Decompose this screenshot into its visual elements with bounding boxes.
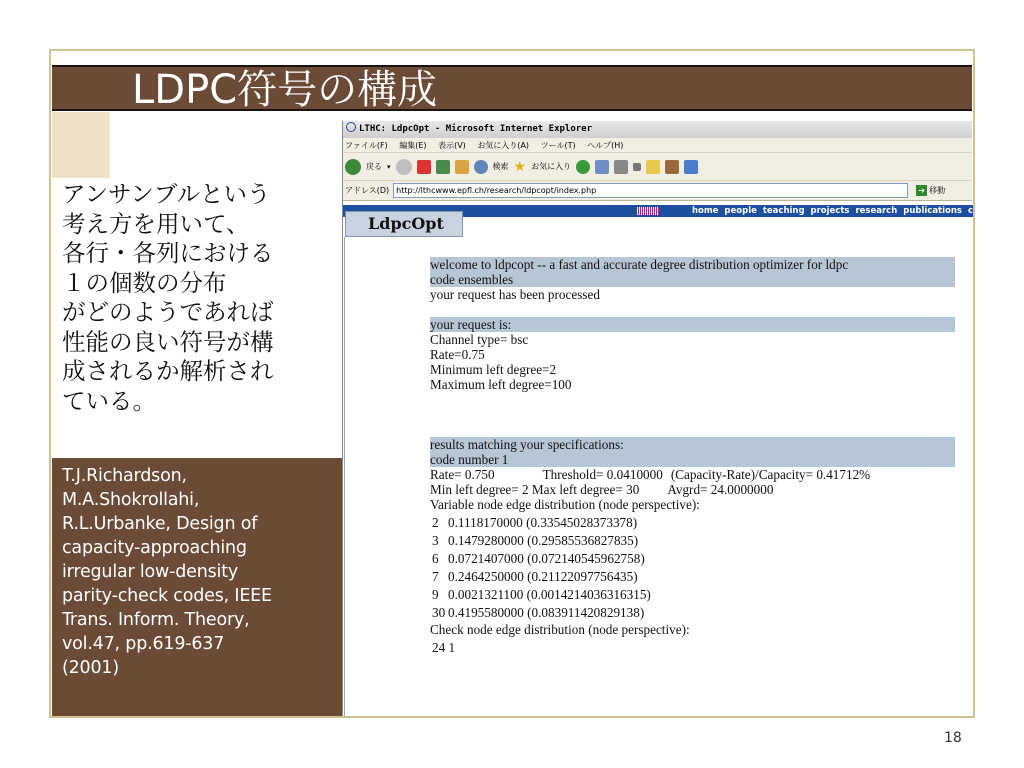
results-page bbox=[430, 257, 955, 655]
variable-dist-row bbox=[430, 587, 955, 602]
degree: 3 bbox=[432, 533, 439, 548]
degree: 30 bbox=[432, 605, 446, 620]
degree: 7 bbox=[432, 569, 439, 584]
search-button[interactable]: 検索 bbox=[492, 162, 509, 171]
variable-dist-row bbox=[430, 533, 955, 548]
page-number: 18 bbox=[944, 730, 962, 746]
nav-home[interactable]: home bbox=[691, 206, 719, 216]
distribution-value: 0.4195580000 (0.083911420829138) bbox=[448, 605, 645, 620]
variable-dist-row bbox=[430, 515, 955, 530]
refresh-icon[interactable] bbox=[436, 160, 450, 174]
menu-favorites[interactable]: お気に入り(A) bbox=[477, 141, 530, 150]
degree: 6 bbox=[432, 551, 439, 566]
menu-bar bbox=[343, 138, 972, 153]
rate-value: Rate= 0.750 bbox=[430, 467, 495, 482]
distribution-value: 0.0721407000 (0.072140545962758) bbox=[448, 551, 645, 566]
nav-projects[interactable]: projects bbox=[810, 206, 850, 216]
print-icon[interactable] bbox=[614, 160, 628, 174]
research-icon[interactable] bbox=[665, 160, 679, 174]
browser-window bbox=[342, 121, 972, 716]
menu-help[interactable]: ヘルプ(H) bbox=[587, 141, 624, 150]
favorites-button[interactable]: お気に入り bbox=[531, 162, 572, 171]
distribution-value: 0.1479280000 (0.29585536827835) bbox=[448, 533, 639, 548]
reference-line: (2001) bbox=[62, 658, 119, 678]
processed-text: your request has been processed bbox=[430, 287, 600, 302]
welcome-block bbox=[430, 257, 955, 287]
capacity-value: (Capacity-Rate)/Capacity= 0.41712% bbox=[670, 467, 871, 482]
ldpcopt-tab[interactable]: LdpcOpt bbox=[345, 211, 463, 237]
go-arrow-icon: ➔ bbox=[916, 185, 927, 196]
nav-research[interactable]: research bbox=[855, 206, 898, 216]
distribution-value: 0.0021321100 (0.0014214036316315) bbox=[448, 587, 651, 602]
nav-more[interactable]: c bbox=[967, 206, 973, 216]
menu-tools[interactable]: ツール(T) bbox=[540, 141, 576, 150]
address-input[interactable]: http://lthcwww.epfl.ch/research/ldpcopt/index.php bbox=[393, 183, 908, 198]
reference-line: M.A.Shokrollahi, bbox=[62, 490, 200, 510]
welcome-line: welcome to ldpcopt -- a fast and accurate degree distribution optimizer for ldpc bbox=[430, 257, 849, 272]
request-line: Maximum left degree=100 bbox=[430, 377, 572, 392]
request-line: Channel type= bsc bbox=[430, 332, 529, 347]
toolbar bbox=[343, 153, 972, 181]
distribution-value: 0.2464250000 (0.21122097756435) bbox=[448, 569, 638, 584]
menu-file[interactable]: ファイル(F) bbox=[345, 141, 388, 150]
avgrd-value: Avgrd= 24.0000000 bbox=[667, 482, 774, 497]
nav-teaching[interactable]: teaching bbox=[762, 206, 805, 216]
degree-line bbox=[430, 482, 955, 497]
reference-line: irregular low-density bbox=[62, 562, 239, 582]
mail-icon[interactable] bbox=[595, 160, 609, 174]
reference-line: vol.47, pp.619-637 bbox=[62, 634, 225, 654]
variable-header: Variable node edge distribution (node perspective): bbox=[430, 497, 700, 512]
body-line: 考え方を用いて、 bbox=[62, 209, 250, 238]
folder-icon[interactable] bbox=[646, 160, 660, 174]
threshold-value: Threshold= 0.0410000 bbox=[542, 467, 663, 482]
back-arrow-icon[interactable] bbox=[345, 159, 361, 175]
body-line: アンサンブルという bbox=[62, 180, 271, 208]
results-header: results matching your specifications: bbox=[430, 437, 955, 452]
menu-view[interactable]: 表示(V) bbox=[438, 141, 466, 150]
page-left-border bbox=[344, 237, 345, 717]
window-title-bar bbox=[343, 121, 972, 138]
request-line: Minimum left degree=2 bbox=[430, 362, 557, 377]
site-nav-links bbox=[689, 205, 973, 217]
code-number: code number 1 bbox=[430, 452, 955, 467]
reference-line: parity-check codes, IEEE bbox=[62, 586, 272, 606]
history-icon[interactable] bbox=[576, 160, 590, 174]
address-label: アドレス(D) bbox=[345, 186, 390, 195]
body-line: ている。 bbox=[62, 386, 156, 415]
body-line: 成されるか解析され bbox=[62, 357, 274, 385]
page-content bbox=[343, 201, 972, 713]
stop-icon[interactable] bbox=[417, 160, 431, 174]
variable-dist-row bbox=[430, 551, 955, 566]
reference-line: R.L.Urbanke, Design of bbox=[62, 514, 258, 534]
rate-line bbox=[430, 467, 955, 482]
window-title: LTHC: LdpcOpt - Microsoft Internet Explorer bbox=[359, 124, 592, 134]
menu-edit[interactable]: 編集(E) bbox=[399, 141, 427, 150]
home-icon[interactable] bbox=[455, 160, 469, 174]
variable-dist-row bbox=[430, 569, 955, 584]
body-line: がどのようであれば bbox=[62, 298, 274, 326]
nav-people[interactable]: people bbox=[724, 206, 757, 216]
slide-title-bar bbox=[52, 65, 972, 111]
request-line: Rate=0.75 bbox=[430, 347, 485, 362]
edit-icon[interactable] bbox=[633, 163, 641, 171]
check-header: Check node edge distribution (node perspective): bbox=[430, 622, 690, 637]
welcome-line: code ensembles bbox=[430, 272, 514, 287]
slide-body-text bbox=[62, 180, 342, 416]
degree: 2 bbox=[432, 515, 439, 530]
messenger-icon[interactable] bbox=[684, 160, 698, 174]
favorites-star-icon[interactable]: ★ bbox=[513, 158, 527, 175]
back-dropdown-icon[interactable]: ▾ bbox=[387, 162, 391, 171]
degree: 9 bbox=[432, 587, 439, 602]
nav-publications[interactable]: publications bbox=[903, 206, 962, 216]
request-header: your request is: bbox=[430, 317, 955, 332]
reference-box bbox=[52, 458, 342, 716]
min-max-degree: Min left degree= 2 Max left degree= 30 bbox=[430, 482, 640, 497]
go-button[interactable] bbox=[916, 185, 945, 196]
go-label: 移動 bbox=[929, 186, 946, 195]
distribution-value: 0.1118170000 (0.33545028373378) bbox=[448, 515, 638, 530]
body-line: 性能の良い符号が構 bbox=[62, 327, 274, 356]
nav-decoration-icon bbox=[637, 207, 659, 215]
variable-dist-row bbox=[430, 605, 955, 620]
reference-line: T.J.Richardson, bbox=[62, 466, 187, 486]
body-line: １の個数の分布 bbox=[62, 268, 227, 297]
check-dist: 24 1 bbox=[432, 640, 456, 655]
back-button[interactable]: 戻る bbox=[366, 162, 382, 171]
forward-arrow-icon[interactable] bbox=[396, 159, 412, 175]
reference-line: capacity-approaching bbox=[62, 538, 247, 558]
body-line: 各行・各列における bbox=[62, 239, 274, 267]
search-icon[interactable] bbox=[474, 160, 488, 174]
decorative-block bbox=[52, 112, 110, 178]
reference-line: Trans. Inform. Theory, bbox=[62, 610, 250, 630]
slide-title: LDPC符号の構成 bbox=[132, 67, 438, 113]
ie-logo-icon bbox=[346, 122, 356, 132]
address-bar bbox=[343, 181, 972, 201]
